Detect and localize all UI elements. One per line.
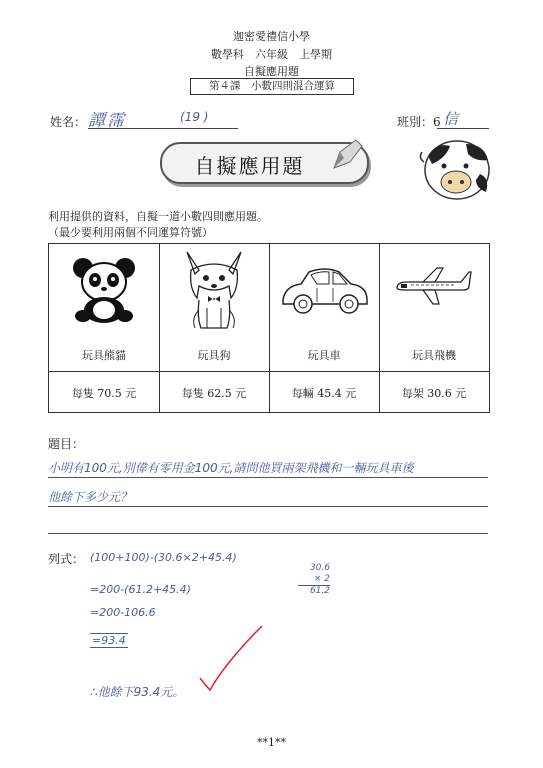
toy-price-car: 每輛 45.4 元 (291, 387, 357, 400)
cow-mascot-icon (418, 138, 496, 202)
question-label: 題目： (48, 437, 85, 451)
class-value: 信 (443, 110, 459, 128)
airplane-icon (393, 266, 473, 306)
side-calc-line-2: × 2 (298, 574, 330, 586)
check-mark-icon (196, 622, 268, 694)
toy-price-dog: 每隻 62.5 元 (181, 387, 247, 400)
toy-name-airplane: 玩具飛機 (412, 349, 456, 362)
subject-line: 數學科 六年級 上學期 (211, 48, 332, 61)
name-label: 姓名： (50, 115, 87, 129)
side-calc-line-3: 61.2 (309, 586, 330, 596)
toy-price-airplane: 每架 30.6 元 (401, 387, 467, 400)
name-value: 譚霈 (88, 111, 126, 131)
working-line-3: =200-106.6 (90, 606, 156, 619)
instruction-line-1: 利用提供的資料，自擬一道小數四則應用題。 (48, 210, 268, 223)
working-conclusion: ∴他餘下93.4元。 (90, 685, 185, 699)
panda-icon (69, 254, 139, 324)
toy-name-dog: 玩具狗 (197, 349, 231, 362)
side-calculation (298, 563, 330, 597)
working-line-1: (100+100)-(30.6×2+45.4) (90, 551, 237, 564)
working-line-4: =93.4 (92, 634, 126, 647)
toy-name-panda: 玩具熊貓 (82, 349, 126, 362)
toy-price-panda: 每隻 70.5 元 (71, 387, 137, 400)
side-calc-line-1: 30.6 (309, 563, 330, 573)
working-line-2: =200-(61.2+45.4) (90, 583, 191, 596)
school-name: 迦密愛禮信小學 (233, 30, 310, 43)
working-label: 列式： (48, 552, 85, 566)
lesson-box: 第４課 小數四則混合運算 (190, 78, 354, 95)
title-banner (160, 142, 369, 184)
question-line-2: 他餘下多少元？ (48, 490, 133, 504)
car-icon (277, 264, 373, 320)
sheet-title: 自擬應用題 (244, 65, 299, 78)
class-label: 班別：6 (397, 115, 441, 129)
answer-line-1 (48, 477, 488, 478)
toy-name-car: 玩具車 (307, 349, 341, 362)
pencil-icon (330, 138, 366, 172)
dog-icon (177, 248, 251, 332)
instruction-line-2: （最少要利用兩個不同運算符號） (48, 226, 213, 239)
question-line-1: 小明有100元,別偉有零用金100元,請問他買兩架飛機和一輛玩具車後 (48, 461, 414, 475)
name-field (88, 106, 238, 129)
class-field (437, 108, 489, 129)
page-number: **1** (257, 736, 286, 749)
answer-line-3 (48, 533, 488, 534)
student-number: (19 ) (180, 110, 209, 124)
answer-line-2 (48, 506, 488, 507)
banner-title: 自擬應用題 (194, 154, 305, 178)
toy-price-table (48, 243, 490, 413)
